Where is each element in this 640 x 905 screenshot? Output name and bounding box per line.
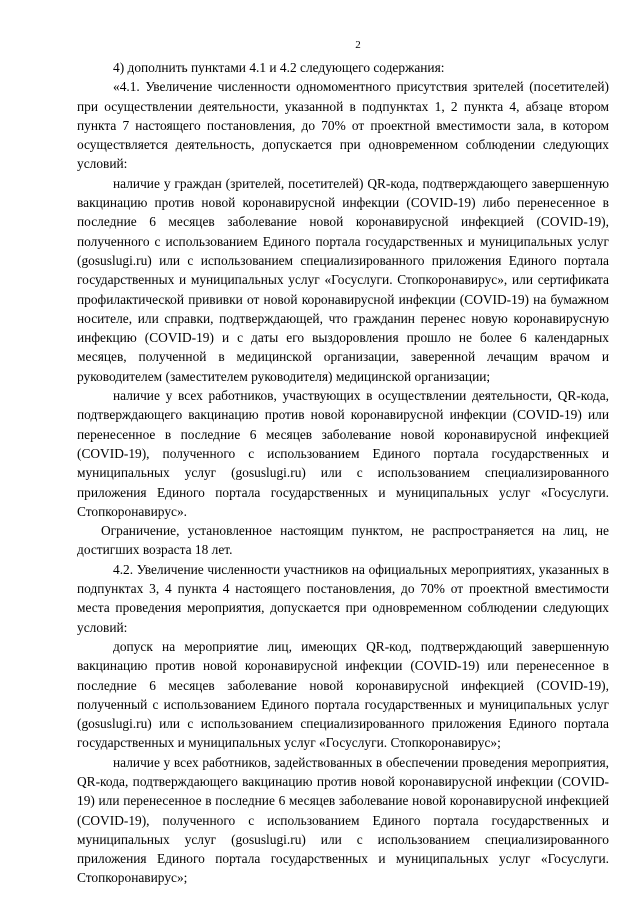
page-number: 2 [355, 39, 361, 51]
paragraph-4-2-workers-condition: наличие у всех работников, задействованных в обеспечении проведения мероприятия, QR-кода, подтверждающего вакцинацию против новой коронавирусной инфекции (COVID-19) или перенесенное в последние 6 месяцев заболевание новой коронавирусной инфекцией (COVID-19), полученного с использованием Единого портала государственных и муниципальных услуг (gosuslugi.ru) или с использованием специализированного приложения Единого портала государственных и муниципальных услуг «Госуслуги. Стопкоронавирус»; [77, 754, 609, 886]
paragraph-4-2-intro: 4.2. Увеличение численности участников на официальных мероприятиях, указанных в подпунктах 3, 4 пункта 4 настоящего постановления, до 70% от проектной вместимости места проведения мероприятия, допускается при одновременном соблюдении следующих условий: [77, 561, 609, 635]
paragraph-4-1-intro: «4.1. Увеличение численности одномоментного присутствия зрителей (посетителей) при осуществлении деятельности, указанной в подпунктах 1, 2 пункта 4, абзаце втором пункта 7 настоящего постановления, до 70% от проектной вместимости зала, в котором осуществляется деятельность, допускается при одновременном соблюдении следующих условий: [77, 79, 609, 172]
paragraph-4-1-age-exception: Ограничение, установленное настоящим пунктом, не распространяется на лиц, не достигших возраста 18 лет. [77, 523, 609, 558]
paragraph-amendment-intro: 4) дополнить пунктами 4.1 и 4.2 следующего содержания: [113, 60, 445, 75]
paragraph-4-1-visitors-condition: наличие у граждан (зрителей, посетителей) QR-кода, подтверждающего завершенную вакцинацию против новой коронавирусной инфекции (COVID-19) либо перенесенное в последние 6 месяцев заболевание новой коронавирусной инфекцией (COVID-19), полученного с использованием Единого портала государственных и муниципальных услуг (gosuslugi.ru) или с использованием специализированного приложения Единого портала государственных и муниципальных услуг «Госуслуги. Стопкоронавирус», или сертификата профилактической прививки от новой коронавирусной инфекции (COVID-19) на бумажном носителе, или справки, подтверждающей, что гражданин перенес новую коронавирусную инфекцию (COVID-19) и с даты его выздоровления прошло не более 6 календарных месяцев, полученной в медицинской организации, заверенной лечащим врачом и руководителем (заместителем руководителя) медицинской организации; [77, 175, 609, 384]
document-page [77, 38, 609, 888]
paragraph-4-2-admission-condition: допуск на мероприятие лиц, имеющих QR-код, подтверждающий завершенную вакцинацию против новой коронавирусной инфекции (COVID-19) или перенесенное в последние 6 месяцев заболевание новой коронавирусной инфекцией (COVID-19), полученный с использованием Единого портала государственных и муниципальных услуг (gosuslugi.ru) или с использованием специализированного приложения Единого портала государственных и муниципальных услуг «Госуслуги. Стопкоронавирус»; [77, 638, 609, 751]
paragraph-4-1-workers-condition: наличие у всех работников, участвующих в осуществлении деятельности, QR-кода, подтверждающего вакцинацию против новой коронавирусной инфекции (COVID-19) или перенесенное в последние 6 месяцев заболевание новой коронавирусной инфекцией (COVID-19), полученного с использованием Единого портала государственных и муниципальных услуг (gosuslugi.ru) или с использованием специализированного приложения Единого портала государственных и муниципальных услуг «Госуслуги. Стопкоронавирус». [77, 388, 609, 519]
